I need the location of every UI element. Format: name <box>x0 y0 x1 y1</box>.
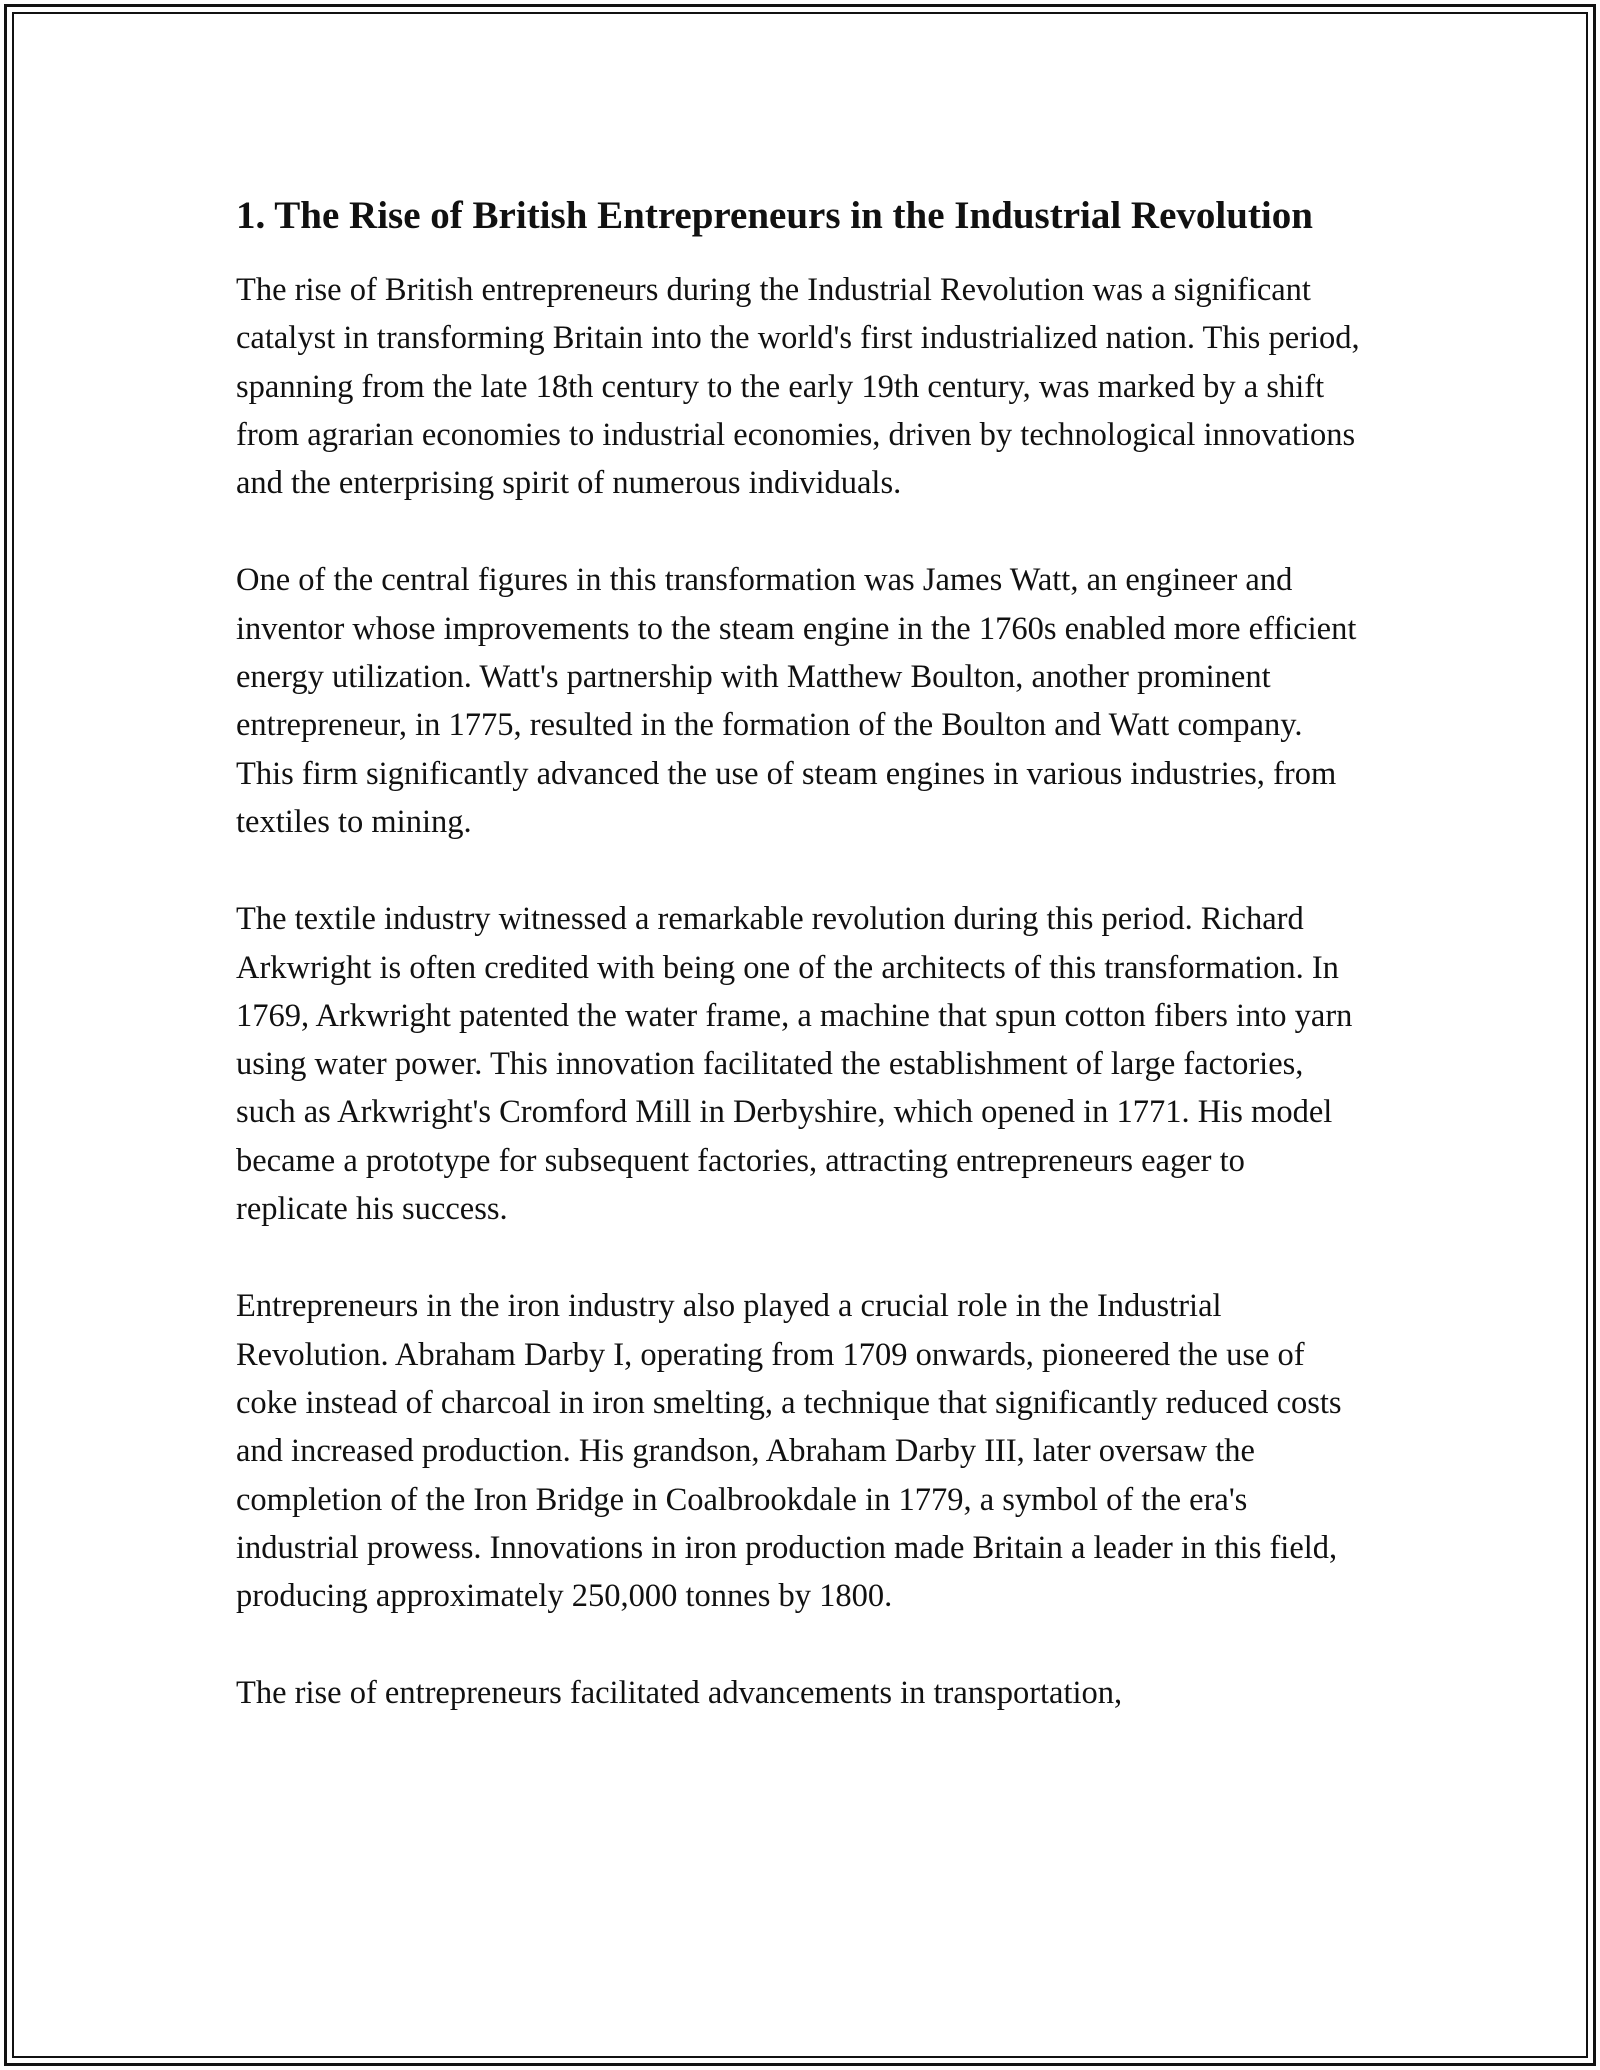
document-body <box>236 188 1364 1718</box>
paragraph-james-watt: One of the central figures in this transformation was James Watt, an engineer and inventor whose improvements to the steam engine in the 1760s enabled more efficient energy utilization. Watt's partnership with Matthew Boulton, another prominent entrepreneur, in 1775, resulted in the formation of the Boulton and Watt company. This firm significantly advanced the use of steam engines in various industries, from textiles to mining. <box>236 562 1357 840</box>
section-heading: 1. The Rise of British Entrepreneurs in the Industrial Revolution <box>236 194 1313 237</box>
paragraph-iron-industry: Entrepreneurs in the iron industry also played a crucial role in the Industrial Revolution. Abraham Darby I, operating from 1709 onwards, pioneered the use of coke instead of charcoal in iron smelting, a technique that significantly reduced costs and increased production. His grandson, Abraham Darby III, later oversaw the completion of the Iron Bridge in Coalbrookdale in 1779, a symbol of the era's industrial prowess. Innovations in iron production made Britain a leader in this field, producing approximately 250,000 tonnes by 1800. <box>236 1288 1342 1615</box>
paragraph-transportation: The rise of entrepreneurs facilitated advancements in transportation, <box>236 1675 1123 1712</box>
paragraph-textile-industry: The textile industry witnessed a remarkable revolution during this period. Richard Arkwright is often credited with being one of the architects of this transformation. In 1769, Arkwright patented the water frame, a machine that spun cotton fibers into yarn using water power. This innovation facilitated the establishment of large factories, such as Arkwright's Cromford Mill in Derbyshire, which opened in 1771. His model became a prototype for subsequent factories, attracting entrepreneurs eager to replicate his success. <box>236 901 1353 1228</box>
paragraph-intro: The rise of British entrepreneurs during the Industrial Revolution was a significant catalyst in transforming Britain into the world's first industrialized nation. This period, spanning from the late 18th century to the early 19th century, was marked by a shift from agrarian economies to industrial economies, driven by technological innovations and the enterprising spirit of numerous individuals. <box>236 272 1360 502</box>
